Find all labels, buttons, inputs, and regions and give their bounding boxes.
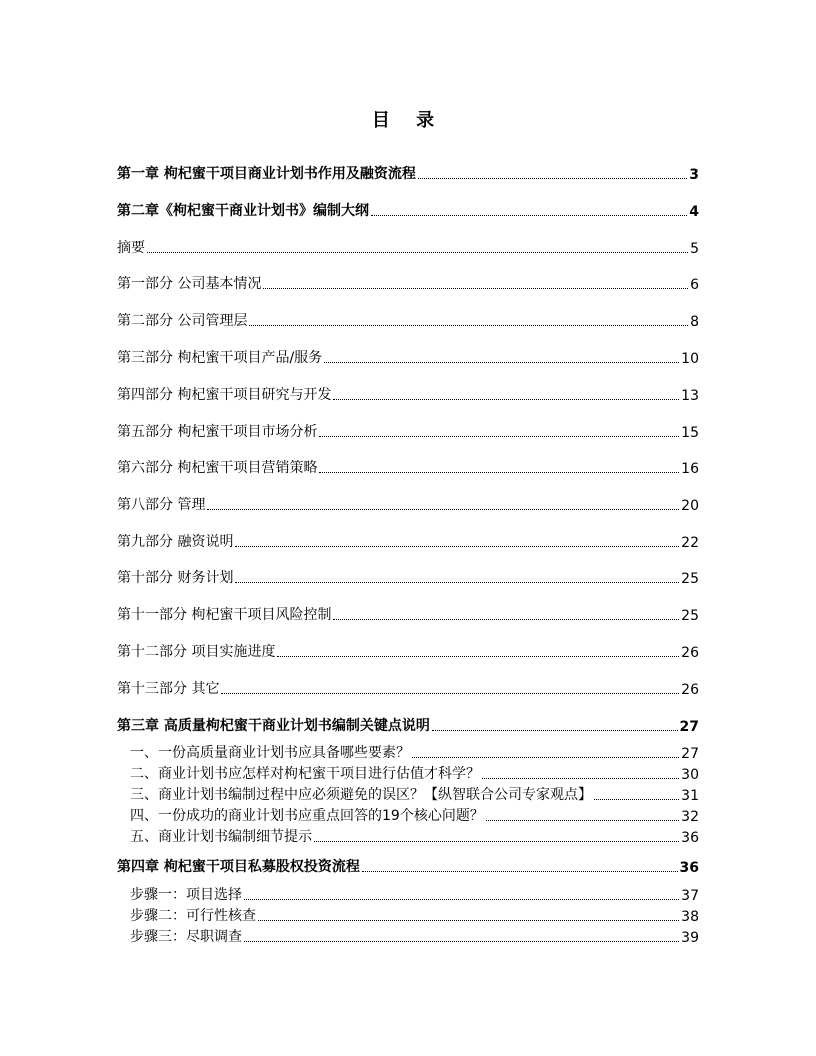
toc-label: 二、商业计划书应怎样对枸杞蜜干项目进行估值才科学？ bbox=[130, 766, 480, 782]
toc-page-number: 25 bbox=[681, 608, 699, 624]
toc-page-number: 5 bbox=[690, 241, 699, 257]
dot-leader bbox=[221, 693, 679, 694]
toc-label: 第四部分 枸杞蜜干项目研究与开发 bbox=[117, 387, 332, 403]
toc-page-number: 26 bbox=[681, 682, 699, 698]
toc-page-number: 27 bbox=[681, 746, 699, 762]
dot-leader bbox=[594, 799, 679, 800]
toc-entry[interactable] bbox=[117, 457, 699, 477]
toc-label: 第十二部分 项目实施进度 bbox=[117, 644, 276, 660]
dot-leader bbox=[258, 920, 679, 921]
dot-leader bbox=[319, 436, 679, 437]
toc-page-number: 32 bbox=[681, 809, 699, 825]
toc-page-number: 31 bbox=[681, 788, 699, 804]
toc-page-number: 20 bbox=[681, 498, 699, 514]
toc-entry[interactable] bbox=[117, 715, 699, 735]
dot-leader bbox=[249, 325, 688, 326]
toc-page-number: 37 bbox=[681, 888, 699, 904]
toc-label: 步骤二：可行性核查 bbox=[130, 908, 256, 924]
toc-page-number: 4 bbox=[689, 204, 699, 220]
toc-label: 第六部分 枸杞蜜干项目营销策略 bbox=[117, 460, 318, 476]
toc-entry[interactable] bbox=[117, 494, 699, 514]
dot-leader bbox=[244, 899, 679, 900]
toc-label: 第三章 高质量枸杞蜜干商业计划书编制关键点说明 bbox=[117, 718, 430, 734]
toc-entry[interactable] bbox=[130, 884, 699, 904]
toc-entry[interactable] bbox=[117, 310, 699, 330]
dot-leader bbox=[147, 252, 688, 253]
toc-page-number: 16 bbox=[681, 461, 699, 477]
toc-page-number: 30 bbox=[681, 767, 699, 783]
toc-entry[interactable] bbox=[117, 347, 699, 367]
dot-leader bbox=[418, 178, 687, 179]
toc-entry[interactable] bbox=[130, 905, 699, 925]
toc-label: 第四章 枸杞蜜干项目私募股权投资流程 bbox=[117, 859, 360, 875]
toc-label: 三、商业计划书编制过程中应必须避免的误区？【纵智联合公司专家观点】 bbox=[130, 787, 592, 803]
dot-leader bbox=[207, 509, 679, 510]
toc-label: 第五部分 枸杞蜜干项目市场分析 bbox=[117, 424, 318, 440]
dot-leader bbox=[371, 215, 687, 216]
toc-label: 五、商业计划书编制细节提示 bbox=[130, 829, 312, 845]
dot-leader bbox=[486, 820, 679, 821]
toc-entry[interactable] bbox=[117, 237, 699, 257]
toc-label: 第十三部分 其它 bbox=[117, 681, 220, 697]
toc-label: 摘要 bbox=[117, 240, 145, 256]
toc-entry[interactable] bbox=[117, 856, 699, 876]
toc-page-number: 8 bbox=[690, 314, 699, 330]
toc-label: 第二部分 公司管理层 bbox=[117, 313, 248, 329]
toc-page-number: 25 bbox=[681, 571, 699, 587]
toc-entry[interactable] bbox=[130, 763, 699, 783]
dot-leader bbox=[412, 757, 679, 758]
toc-page-number: 27 bbox=[679, 719, 699, 735]
toc-page-number: 15 bbox=[681, 425, 699, 441]
dot-leader bbox=[362, 871, 678, 872]
toc-entry[interactable] bbox=[130, 784, 699, 804]
toc-entry[interactable] bbox=[117, 421, 699, 441]
toc-entry[interactable] bbox=[117, 384, 699, 404]
toc-entry[interactable] bbox=[130, 805, 699, 825]
toc-entry[interactable] bbox=[117, 273, 699, 293]
dot-leader bbox=[235, 582, 679, 583]
toc-entry[interactable] bbox=[117, 200, 699, 220]
toc-page-number: 26 bbox=[681, 645, 699, 661]
toc-label: 第十一部分 枸杞蜜干项目风险控制 bbox=[117, 607, 332, 623]
toc-entry[interactable] bbox=[130, 826, 699, 846]
toc-label: 第十部分 财务计划 bbox=[117, 570, 234, 586]
toc-entry[interactable] bbox=[117, 641, 699, 661]
toc-page-number: 13 bbox=[681, 388, 699, 404]
toc-label: 一、一份高质量商业计划书应具备哪些要素？ bbox=[130, 745, 410, 761]
toc-entry[interactable] bbox=[117, 567, 699, 587]
toc-label: 第三部分 枸杞蜜干项目产品/服务 bbox=[117, 350, 323, 366]
dot-leader bbox=[314, 841, 679, 842]
toc-label: 第九部分 融资说明 bbox=[117, 534, 234, 550]
toc-entry[interactable] bbox=[117, 531, 699, 551]
toc-entry[interactable] bbox=[117, 604, 699, 624]
toc-label: 第一部分 公司基本情况 bbox=[117, 276, 262, 292]
toc-page-number: 36 bbox=[679, 860, 699, 876]
dot-leader bbox=[432, 730, 678, 731]
toc-label: 第二章《枸杞蜜干商业计划书》编制大纲 bbox=[117, 203, 369, 219]
toc-page-number: 10 bbox=[681, 351, 699, 367]
dot-leader bbox=[277, 656, 679, 657]
toc-page-number: 36 bbox=[681, 830, 699, 846]
dot-leader bbox=[333, 619, 679, 620]
toc-page-number: 39 bbox=[681, 930, 699, 946]
toc-label: 步骤一：项目选择 bbox=[130, 887, 242, 903]
dot-leader bbox=[263, 288, 688, 289]
dot-leader bbox=[244, 941, 679, 942]
page-title: 目 录 bbox=[371, 110, 445, 131]
toc-label: 第八部分 管理 bbox=[117, 497, 206, 513]
toc-entry[interactable] bbox=[130, 742, 699, 762]
toc-page-number: 6 bbox=[690, 277, 699, 293]
toc-page-number: 38 bbox=[681, 909, 699, 925]
dot-leader bbox=[319, 472, 679, 473]
dot-leader bbox=[324, 362, 679, 363]
toc-entry[interactable] bbox=[117, 163, 699, 183]
dot-leader bbox=[235, 546, 679, 547]
toc-label: 四、一份成功的商业计划书应重点回答的19个核心问题？ bbox=[130, 808, 484, 824]
toc-entry[interactable] bbox=[117, 678, 699, 698]
toc-entry[interactable] bbox=[130, 926, 699, 946]
dot-leader bbox=[333, 399, 679, 400]
toc-page-number: 3 bbox=[689, 167, 699, 183]
toc-page-number: 22 bbox=[681, 535, 699, 551]
dot-leader bbox=[482, 778, 679, 779]
toc-label: 步骤三：尽职调查 bbox=[130, 929, 242, 945]
toc-label: 第一章 枸杞蜜干项目商业计划书作用及融资流程 bbox=[117, 166, 416, 182]
